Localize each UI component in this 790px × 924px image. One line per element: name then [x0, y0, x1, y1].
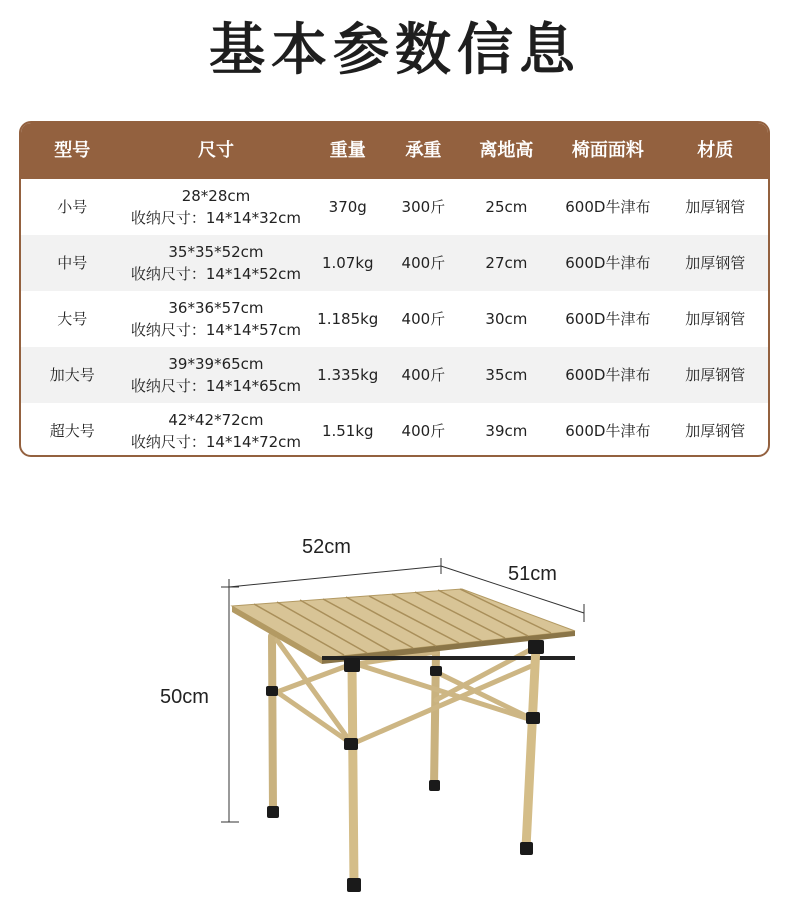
cell-fabric: 600D牛津布 [565, 310, 651, 328]
table-row [21, 179, 768, 235]
size-dimensions: 36*36*57cm [168, 299, 264, 317]
cell-material: 加厚钢管 [685, 422, 746, 440]
cell-fabric: 600D牛津布 [565, 198, 651, 216]
product-diagram [0, 500, 790, 924]
cell-height: 27cm [485, 254, 528, 272]
spec-table [19, 121, 770, 457]
cell-weight: 1.185kg [317, 310, 379, 328]
size-dimensions: 42*42*72cm [168, 411, 264, 429]
cell-material: 加厚钢管 [685, 310, 746, 328]
cell-height: 35cm [485, 366, 528, 384]
cell-load: 400斤 [401, 366, 446, 384]
front-legs [352, 646, 536, 884]
height-label: 50cm [160, 686, 209, 708]
header-load: 承重 [405, 140, 442, 161]
table-row [21, 235, 768, 291]
size-dimensions: 28*28cm [181, 187, 251, 205]
cell-weight: 1.51kg [321, 422, 374, 440]
size-dimensions: 39*39*65cm [168, 355, 264, 373]
storage-size: 收纳尺寸：14*14*57cm [130, 321, 302, 339]
cell-fabric: 600D牛津布 [565, 366, 651, 384]
header-model: 型号 [54, 140, 91, 161]
table-row [21, 347, 768, 403]
width-label: 52cm [302, 536, 351, 558]
cell-size [123, 297, 308, 341]
header-material: 材质 [697, 140, 734, 161]
cell-size [123, 185, 308, 229]
cell-model: 中号 [57, 254, 88, 272]
cell-load: 400斤 [401, 310, 446, 328]
cell-height: 25cm [485, 198, 528, 216]
cell-material: 加厚钢管 [685, 198, 746, 216]
table-header-row [21, 123, 768, 179]
cell-height: 30cm [485, 310, 528, 328]
header-fabric: 椅面面料 [571, 140, 644, 161]
cell-size [123, 241, 308, 285]
cell-size [123, 409, 308, 453]
cell-height: 39cm [485, 422, 528, 440]
cell-load: 300斤 [401, 198, 446, 216]
cell-model: 加大号 [49, 366, 95, 384]
cell-weight: 1.335kg [317, 366, 379, 384]
cell-fabric: 600D牛津布 [565, 422, 651, 440]
cell-fabric: 600D牛津布 [565, 254, 651, 272]
storage-size: 收纳尺寸：14*14*32cm [130, 209, 302, 227]
header-size: 尺寸 [197, 140, 234, 161]
storage-size: 收纳尺寸：14*14*72cm [130, 433, 302, 451]
cell-material: 加厚钢管 [685, 254, 746, 272]
cell-model: 大号 [57, 310, 88, 328]
depth-label: 51cm [508, 563, 557, 585]
cell-load: 400斤 [401, 422, 446, 440]
table-row [21, 403, 768, 457]
header-height: 离地高 [479, 140, 534, 161]
storage-size: 收纳尺寸：14*14*65cm [130, 377, 302, 395]
cell-model: 小号 [57, 198, 88, 216]
page-title: 基本参数信息 [209, 18, 581, 83]
cell-weight: 370g [328, 198, 367, 216]
cell-size [123, 353, 308, 397]
cell-load: 400斤 [401, 254, 446, 272]
header-weight: 重量 [329, 140, 366, 161]
cell-material: 加厚钢管 [685, 366, 746, 384]
storage-size: 收纳尺寸：14*14*52cm [130, 265, 302, 283]
folding-table-icon [0, 500, 790, 924]
cell-model: 超大号 [49, 422, 95, 440]
size-dimensions: 35*35*52cm [168, 243, 264, 261]
table-row [21, 291, 768, 347]
cell-weight: 1.07kg [321, 254, 374, 272]
